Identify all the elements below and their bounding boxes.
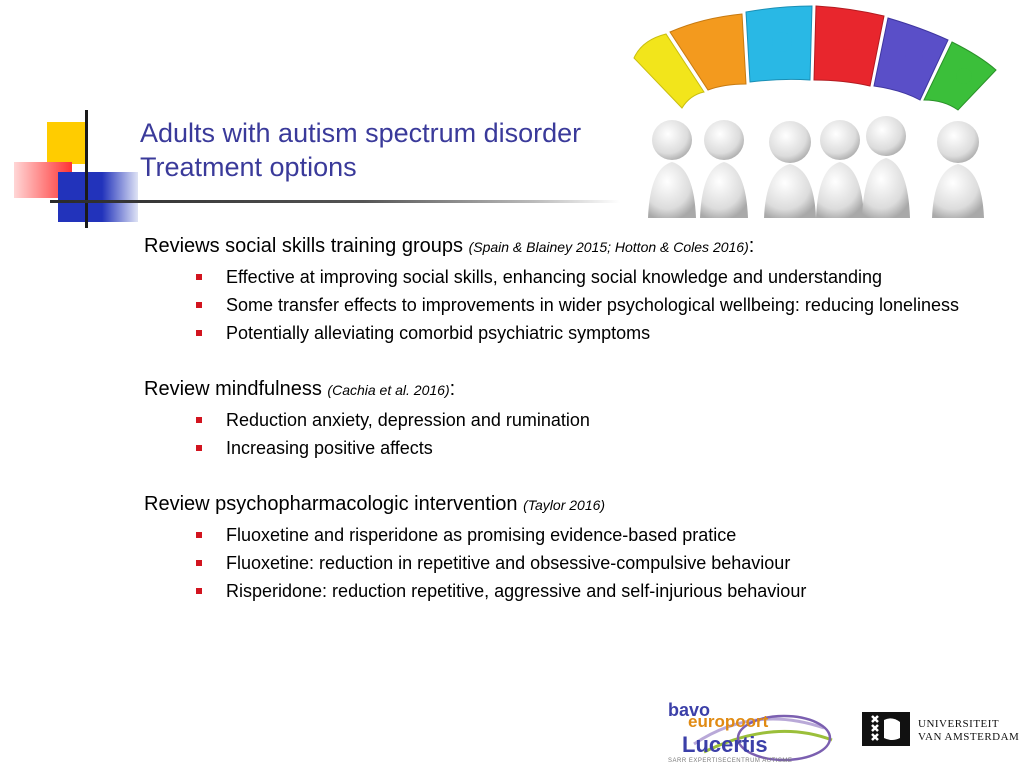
list-item-text: Reduction anxiety, depression and rumination bbox=[226, 410, 590, 430]
title-line-2: Treatment options bbox=[140, 152, 357, 182]
europoort-text: europoort bbox=[688, 712, 769, 731]
uva-line-1: UNIVERSITEIT bbox=[918, 718, 1000, 730]
section-psychopharmacologic bbox=[144, 490, 984, 603]
uva-emblem-icon bbox=[862, 712, 910, 746]
bavo-text: bavo bbox=[668, 700, 711, 720]
uva-logo bbox=[862, 712, 1022, 752]
bullet-list bbox=[144, 408, 984, 460]
bullet-icon bbox=[196, 302, 202, 308]
list-item bbox=[144, 551, 984, 575]
list-item bbox=[144, 523, 984, 547]
heading-citation: (Spain & Blainey 2015; Hotton & Coles 2016) bbox=[468, 239, 749, 255]
heading-citation: (Taylor 2016) bbox=[523, 497, 606, 513]
bullet-list bbox=[144, 523, 984, 603]
title-divider bbox=[50, 200, 620, 203]
bullet-icon bbox=[196, 274, 202, 280]
bullet-icon bbox=[196, 532, 202, 538]
list-item-text: Fluoxetine and risperidone as promising evidence-based pratice bbox=[226, 525, 737, 545]
lucertis-text: Lucertis bbox=[682, 732, 768, 757]
slide-content bbox=[144, 232, 984, 603]
list-item bbox=[144, 321, 984, 345]
list-item-text: Potentially alleviating comorbid psychiatric symptoms bbox=[226, 323, 651, 343]
heading-text: Review psychopharmacologic intervention bbox=[144, 493, 518, 515]
list-item bbox=[144, 408, 984, 432]
bullet-icon bbox=[196, 560, 202, 566]
section-mindfulness bbox=[144, 375, 984, 460]
bullet-icon bbox=[196, 417, 202, 423]
section-heading bbox=[144, 232, 984, 261]
heading-suffix: : bbox=[449, 378, 456, 400]
list-item bbox=[144, 293, 984, 317]
list-item bbox=[144, 436, 984, 460]
heading-suffix: : bbox=[748, 235, 755, 257]
list-item-text: Risperidone: reduction repetitive, aggressive and self-injurious behaviour bbox=[226, 581, 807, 601]
puzzle-people-illustration bbox=[612, 0, 1024, 218]
section-heading bbox=[144, 375, 984, 404]
title-line-1: Adults with autism spectrum disorder bbox=[140, 118, 582, 148]
list-item-text: Some transfer effects to improvements in wider psychological wellbeing: reducing loneliness bbox=[226, 295, 960, 315]
uva-line-2: VAN AMSTERDAM bbox=[918, 731, 1020, 743]
heading-citation: (Cachia et al. 2016) bbox=[327, 382, 450, 398]
list-item bbox=[144, 579, 984, 603]
section-heading bbox=[144, 490, 984, 519]
lucertis-logo bbox=[664, 698, 840, 768]
bullet-list bbox=[144, 265, 984, 345]
lucertis-subtitle: SARR EXPERTISECENTRUM AUTISME bbox=[668, 758, 793, 764]
list-item-text: Fluoxetine: reduction in repetitive and obsessive-compulsive behaviour bbox=[226, 553, 791, 573]
slide-title bbox=[140, 116, 620, 184]
heading-text: Review mindfulness bbox=[144, 378, 322, 400]
uva-text bbox=[918, 718, 1019, 744]
list-item bbox=[144, 265, 984, 289]
bullet-icon bbox=[196, 445, 202, 451]
decorative-squares bbox=[0, 100, 140, 230]
bullet-icon bbox=[196, 588, 202, 594]
list-item-text: Increasing positive affects bbox=[226, 438, 433, 458]
heading-text: Reviews social skills training groups bbox=[144, 235, 464, 257]
section-social-skills bbox=[144, 232, 984, 345]
list-item-text: Effective at improving social skills, enhancing social knowledge and understanding bbox=[226, 267, 883, 287]
bullet-icon bbox=[196, 330, 202, 336]
